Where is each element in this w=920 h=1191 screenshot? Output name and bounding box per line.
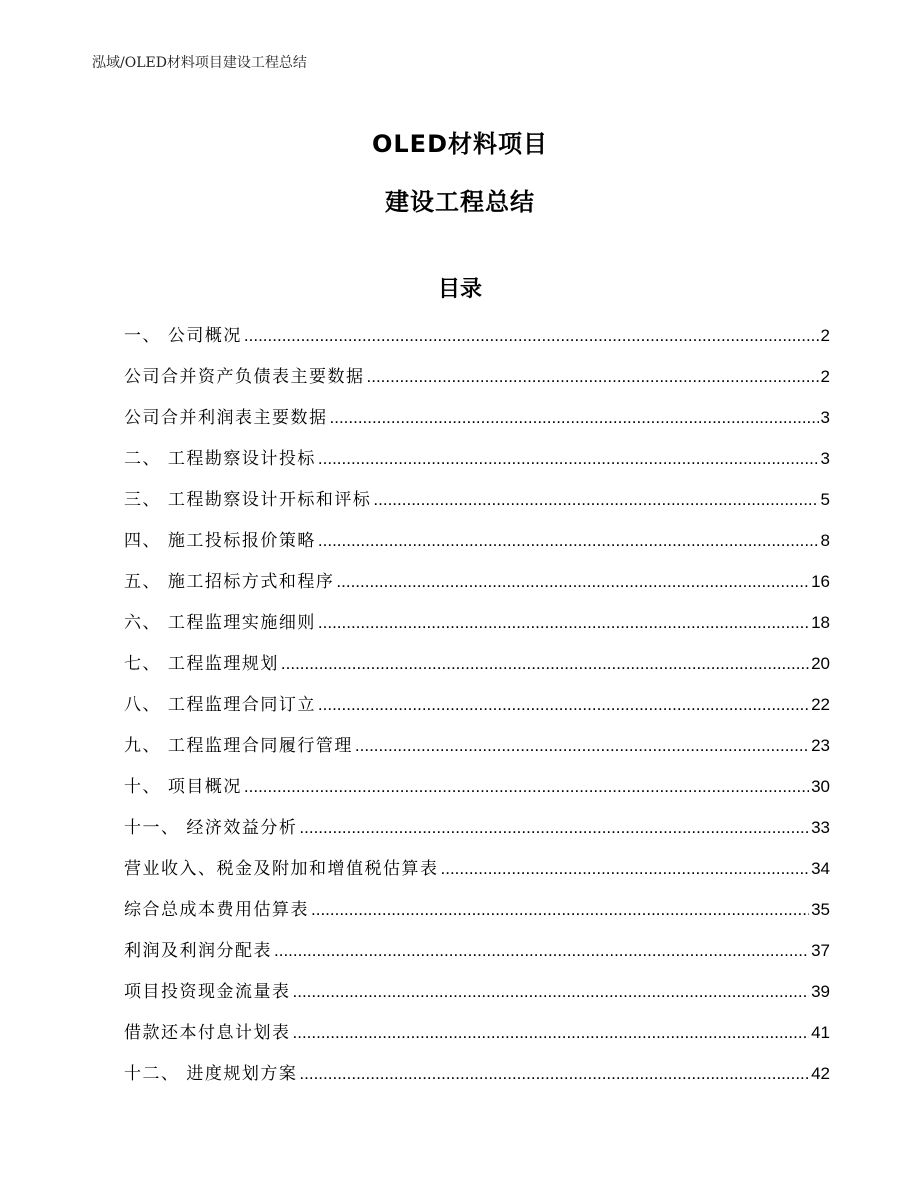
toc-entry-page: 3: [820, 408, 830, 427]
toc-entry[interactable]: [124, 978, 830, 1019]
toc-entry-label: 营业收入、税金及附加和增值税估算表: [124, 859, 439, 879]
toc-entry[interactable]: [124, 1060, 830, 1101]
toc-entry-label: 十一、 经济效益分析: [124, 818, 298, 838]
toc-entry[interactable]: [124, 445, 830, 486]
toc-entry-label: 利润及利润分配表: [124, 941, 272, 961]
toc-entry-label: 公司合并资产负债表主要数据: [124, 367, 365, 387]
toc-entry-label: 八、 工程监理合同订立: [124, 695, 316, 715]
toc-entry-label: 九、 工程监理合同履行管理: [124, 736, 353, 756]
toc-entry-label: 一、 公司概况: [124, 326, 242, 346]
toc-dot-leader: [336, 568, 809, 596]
toc-entry-page: 39: [811, 982, 830, 1001]
toc-entry-page: 20: [811, 654, 830, 673]
toc-dot-leader: [373, 486, 818, 514]
toc-entry[interactable]: [124, 527, 830, 568]
toc-entry[interactable]: [124, 937, 830, 978]
toc-entry[interactable]: [124, 1019, 830, 1060]
toc-entry-label: 十、 项目概况: [124, 777, 242, 797]
toc-entry-page: 37: [811, 941, 830, 960]
document-title-line2: 建设工程总结: [385, 188, 535, 216]
table-of-contents: [124, 322, 830, 1101]
toc-entry-page: 42: [811, 1064, 830, 1083]
toc-dot-leader: [244, 773, 809, 801]
toc-dot-leader: [441, 855, 810, 883]
toc-entry-label: 三、 工程勘察设计开标和评标: [124, 490, 372, 510]
toc-entry[interactable]: [124, 404, 830, 445]
running-header: 泓域/OLED材料项目建设工程总结: [92, 55, 307, 71]
toc-entry-label: 公司合并利润表主要数据: [124, 408, 328, 428]
toc-entry-label: 四、 施工投标报价策略: [124, 531, 316, 551]
toc-dot-leader: [311, 896, 809, 924]
toc-entry-page: 22: [811, 695, 830, 714]
toc-dot-leader: [299, 814, 809, 842]
toc-heading: 目录: [437, 277, 482, 302]
toc-entry-label: 借款还本付息计划表: [124, 1023, 291, 1043]
toc-dot-leader: [318, 445, 819, 473]
toc-entry-label: 五、 施工招标方式和程序: [124, 572, 335, 592]
toc-entry[interactable]: [124, 855, 830, 896]
toc-dot-leader: [281, 650, 809, 678]
toc-entry[interactable]: [124, 486, 830, 527]
toc-entry[interactable]: [124, 650, 830, 691]
toc-dot-leader: [318, 691, 809, 719]
toc-entry[interactable]: [124, 363, 830, 404]
toc-entry-page: 35: [811, 900, 830, 919]
toc-entry-page: 2: [820, 326, 830, 345]
toc-dot-leader: [299, 1060, 809, 1088]
toc-dot-leader: [293, 1019, 810, 1047]
toc-dot-leader: [330, 404, 819, 432]
toc-dot-leader: [355, 732, 809, 760]
toc-entry[interactable]: [124, 896, 830, 937]
toc-entry-page: 8: [820, 531, 830, 550]
toc-dot-leader: [274, 937, 809, 965]
toc-entry[interactable]: [124, 322, 830, 363]
toc-entry[interactable]: [124, 773, 830, 814]
toc-dot-leader: [318, 609, 809, 637]
toc-entry-page: 16: [811, 572, 830, 591]
toc-entry-page: 41: [811, 1023, 830, 1042]
toc-dot-leader: [244, 322, 819, 350]
toc-entry-page: 3: [820, 449, 830, 468]
toc-entry-label: 十二、 进度规划方案: [124, 1064, 298, 1084]
document-title-line1: OLED材料项目: [371, 130, 548, 158]
toc-entry[interactable]: [124, 568, 830, 609]
toc-entry-label: 七、 工程监理规划: [124, 654, 279, 674]
toc-entry[interactable]: [124, 609, 830, 650]
toc-entry-page: 30: [811, 777, 830, 796]
toc-entry-page: 5: [820, 490, 830, 509]
toc-dot-leader: [293, 978, 810, 1006]
toc-entry-label: 项目投资现金流量表: [124, 982, 291, 1002]
toc-entry[interactable]: [124, 732, 830, 773]
toc-dot-leader: [367, 363, 819, 391]
toc-entry-label: 二、 工程勘察设计投标: [124, 449, 316, 469]
toc-entry-label: 综合总成本费用估算表: [124, 900, 309, 920]
toc-entry-page: 18: [811, 613, 830, 632]
toc-entry-label: 六、 工程监理实施细则: [124, 613, 316, 633]
toc-entry[interactable]: [124, 691, 830, 732]
toc-entry[interactable]: [124, 814, 830, 855]
toc-entry-page: 34: [811, 859, 830, 878]
toc-dot-leader: [318, 527, 819, 555]
toc-entry-page: 23: [811, 736, 830, 755]
toc-entry-page: 33: [811, 818, 830, 837]
toc-entry-page: 2: [820, 367, 830, 386]
